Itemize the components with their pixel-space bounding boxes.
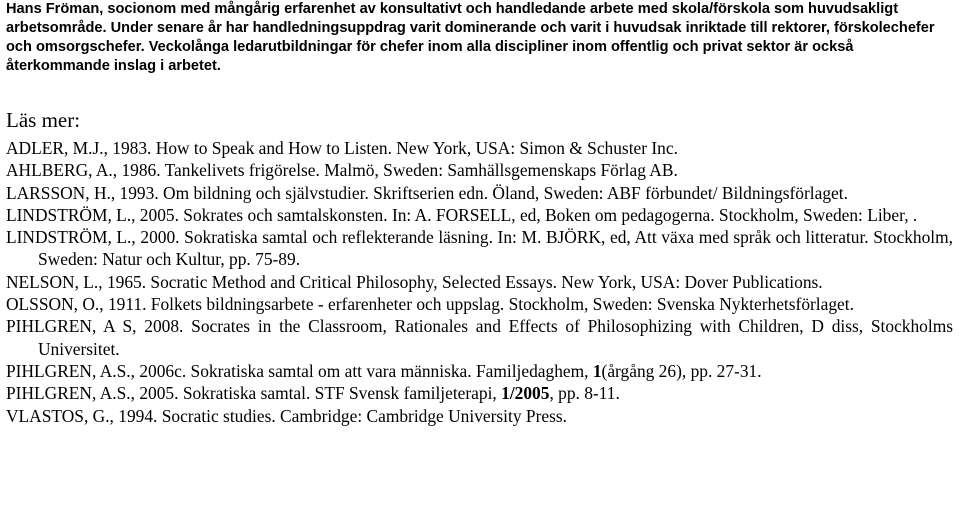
reference-text: PIHLGREN, A.S., 2006c. Sokratiska samtal om att vara människa. Familjedaghem, (6, 360, 593, 381)
reference-item: ADLER, M.J., 1983. How to Speak and How to Listen. New York, USA: Simon & Schuster Inc. (6, 138, 678, 158)
author-bio: Hans Fröman, socionom med mångårig erfarenhet av konsultativt och handledande arbete med skola/förskola som huvudsakligt arbetsområde. Under senare år har handledningsuppdrag varit dominerande och varit i huvudsak inriktade till rektorer, förskolechefer och omsorgschefer. Veckolånga ledarutbildningar för chefer inom alla discipliner inom offentlig och privat sektor är också återkommande inslag i arbetet. (6, 1, 935, 74)
reference-text: (årgång 26), pp. 27-31. (601, 360, 762, 381)
read-more-heading: Läs mer: (6, 108, 81, 132)
reference-item (6, 360, 953, 382)
reference-volume: 1/2005 (501, 383, 550, 404)
reference-item: VLASTOS, G., 1994. Socratic studies. Cambridge: Cambridge University Press. (6, 405, 567, 426)
reference-item: AHLBERG, A., 1986. Tankelivets frigörelse. Malmö, Sweden: Samhällsgemenskaps Förlag AB. (6, 160, 678, 181)
reference-item (6, 382, 953, 404)
reference-text: PIHLGREN, A.S., 2005. Sokratiska samtal. STF Svensk familjeterapi, (6, 383, 502, 404)
reference-item: LINDSTRÖM, L., 2005. Sokrates och samtalskonsten. In: A. FORSELL, ed, Boken om pedagogerna. Stockholm, Sweden: Liber, . (6, 204, 918, 225)
reference-list (6, 137, 953, 427)
reference-item: LARSSON, H., 1993. Om bildning och självstudier. Skriftserien edn. Öland, Sweden: ABF förbundet/ Bildningsförlaget. (6, 182, 848, 203)
reference-item: OLSSON, O., 1911. Folkets bildningsarbete - erfarenheter och uppslag. Stockholm, Sweden: Svenska Nykterhetsförlaget. (6, 294, 854, 315)
reference-item: PIHLGREN, A S, 2008. Socrates in the Classroom, Rationales and Effects of Philosophizing with Children, D diss, Stockholms Universitet. (6, 316, 953, 359)
reference-item: LINDSTRÖM, L., 2000. Sokratiska samtal och reflekterande läsning. In: M. BJÖRK, ed, Att växa med språk och litteratur. Stockholm, Sweden: Natur och Kultur, pp. 75-89. (6, 227, 953, 270)
reference-volume: 1 (592, 360, 602, 381)
reference-item: NELSON, L., 1965. Socratic Method and Critical Philosophy, Selected Essays. New York, USA: Dover Publications. (6, 271, 823, 292)
reference-text: , pp. 8-11. (549, 383, 620, 404)
